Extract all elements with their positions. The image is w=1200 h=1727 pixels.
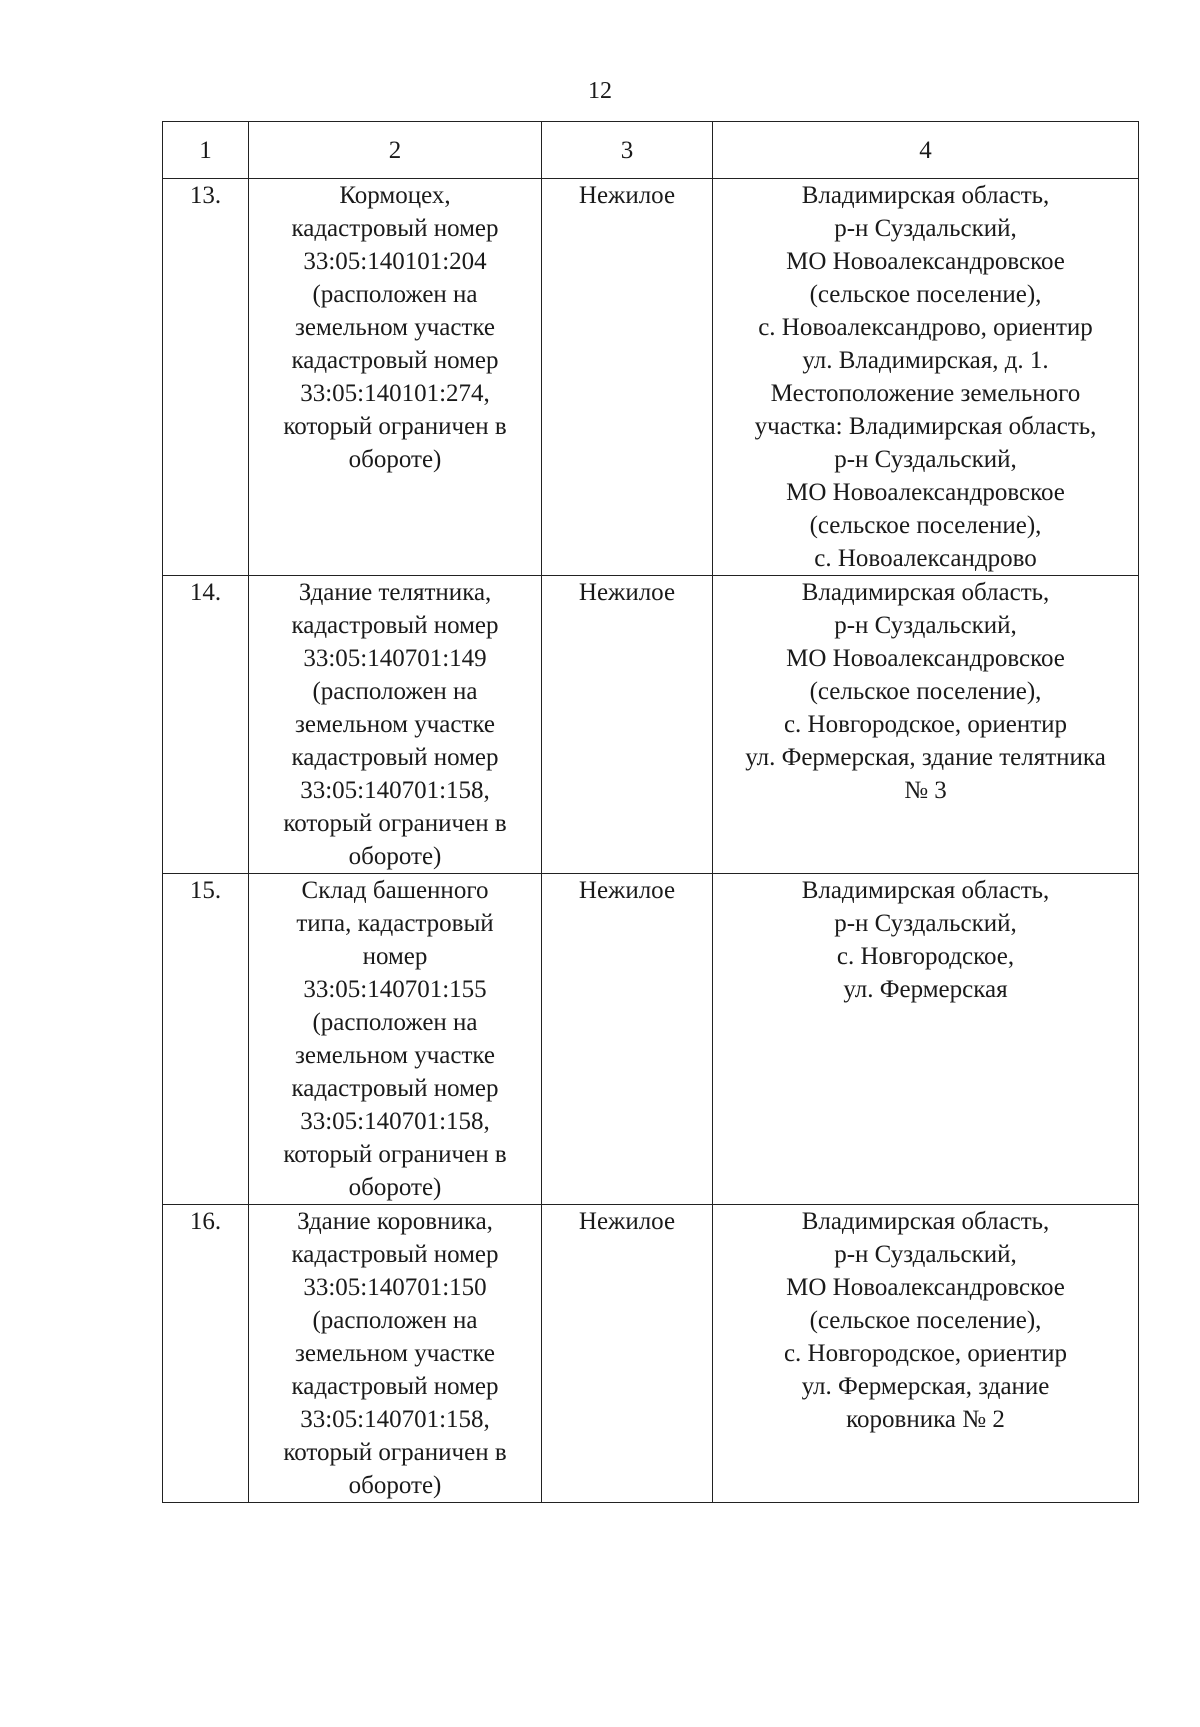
header-row <box>163 122 1139 179</box>
address-line: с. Новоалександрово, ориентир <box>758 314 1093 341</box>
row-number: 16. <box>163 1205 249 1503</box>
address-line: Владимирская область, <box>801 1208 1050 1235</box>
table-body <box>163 179 1139 1503</box>
object-name-line: Склад башенного <box>301 877 489 904</box>
page-number: 12 <box>588 78 612 104</box>
row-number: 14. <box>163 576 249 874</box>
address-line: р-н Суздальский, <box>834 910 1017 937</box>
address-line: МО Новоалександровское <box>786 479 1065 506</box>
object-name-line: обороте) <box>348 843 442 870</box>
address-line: с. Новгородское, <box>836 943 1015 970</box>
table-row <box>163 874 1139 1205</box>
object-name-line: кадастровый номер <box>291 1373 499 1400</box>
address-line: ул. Владимирская, д. 1. <box>802 347 1049 374</box>
object-name-line: номер <box>362 943 428 970</box>
address-line: (сельское поселение), <box>809 512 1042 539</box>
object-name <box>249 1205 542 1503</box>
object-kind: Нежилое <box>542 576 713 874</box>
object-name-line: 33:05:140701:158, <box>300 1108 490 1135</box>
object-kind: Нежилое <box>542 179 713 576</box>
address-line: (сельское поселение), <box>809 1307 1042 1334</box>
address-line: ул. Фермерская, здание <box>801 1373 1050 1400</box>
object-name-line: Здание телятника, <box>298 579 492 606</box>
header-col-1: 1 <box>163 122 249 179</box>
object-name <box>249 179 542 576</box>
address-line: № 3 <box>904 777 947 804</box>
object-name-line: 33:05:140101:274, <box>300 380 490 407</box>
table-header <box>163 122 1139 179</box>
object-name-line: земельном участке <box>294 1340 496 1367</box>
header-col-2: 2 <box>249 122 542 179</box>
address-line: (сельское поселение), <box>809 281 1042 308</box>
address-line: МО Новоалександровское <box>786 1274 1065 1301</box>
object-kind: Нежилое <box>542 1205 713 1503</box>
address-line: р-н Суздальский, <box>834 215 1017 242</box>
object-name-line: (расположен на <box>312 281 478 308</box>
object-kind: Нежилое <box>542 874 713 1205</box>
object-name-line: 33:05:140701:149 <box>303 645 487 672</box>
object-name-line: 33:05:140701:158, <box>300 777 490 804</box>
object-name-line: кадастровый номер <box>291 744 499 771</box>
address-line: с. Новгородское, ориентир <box>783 711 1068 738</box>
object-name-line: (расположен на <box>312 1009 478 1036</box>
address-line: с. Новоалександрово <box>814 545 1037 572</box>
object-name-line: который ограничен в <box>283 413 507 440</box>
address-line: р-н Суздальский, <box>834 612 1017 639</box>
object-name <box>249 576 542 874</box>
object-address <box>713 874 1139 1205</box>
object-name-line: Здание коровника, <box>297 1208 493 1235</box>
object-name-line: 33:05:140701:150 <box>303 1274 487 1301</box>
address-line: с. Новгородское, ориентир <box>783 1340 1068 1367</box>
object-name-line: который ограничен в <box>283 1141 507 1168</box>
object-name-line: который ограничен в <box>283 1439 507 1466</box>
object-name-line: земельном участке <box>294 314 496 341</box>
object-name-line: Кормоцех, <box>339 182 451 209</box>
object-name <box>249 874 542 1205</box>
object-name-line: обороте) <box>348 1472 442 1499</box>
address-line: участка: Владимирская область, <box>754 413 1097 440</box>
address-line: р-н Суздальский, <box>834 446 1017 473</box>
object-name-line: кадастровый номер <box>291 347 499 374</box>
address-line: (сельское поселение), <box>809 678 1042 705</box>
object-address <box>713 1205 1139 1503</box>
object-name-line: 33:05:140701:155 <box>303 976 487 1003</box>
address-line: МО Новоалександровское <box>786 645 1065 672</box>
table-row <box>163 179 1139 576</box>
address-line: коровника № 2 <box>846 1406 1005 1433</box>
row-number: 13. <box>163 179 249 576</box>
address-line: МО Новоалександровское <box>786 248 1065 275</box>
address-line: Владимирская область, <box>801 877 1050 904</box>
address-line: Владимирская область, <box>801 182 1050 209</box>
table-row <box>163 1205 1139 1503</box>
object-name-line: типа, кадастровый <box>296 910 494 937</box>
address-line: ул. Фермерская, здание телятника <box>745 744 1106 771</box>
object-name-line: кадастровый номер <box>291 1241 499 1268</box>
object-address <box>713 576 1139 874</box>
object-name-line: который ограничен в <box>283 810 507 837</box>
address-line: р-н Суздальский, <box>834 1241 1017 1268</box>
object-name-line: кадастровый номер <box>291 215 499 242</box>
object-name-line: (расположен на <box>312 1307 478 1334</box>
address-line: ул. Фермерская <box>843 976 1008 1003</box>
object-name-line: (расположен на <box>312 678 478 705</box>
header-col-3: 3 <box>542 122 713 179</box>
property-table <box>162 121 1139 1503</box>
object-name-line: 33:05:140701:158, <box>300 1406 490 1433</box>
object-name-line: земельном участке <box>294 1042 496 1069</box>
address-line: Местоположение земельного <box>770 380 1081 407</box>
address-line: Владимирская область, <box>801 579 1050 606</box>
object-name-line: 33:05:140101:204 <box>303 248 487 275</box>
object-name-line: земельном участке <box>294 711 496 738</box>
header-col-4: 4 <box>713 122 1139 179</box>
object-name-line: кадастровый номер <box>291 1075 499 1102</box>
object-name-line: обороте) <box>348 446 442 473</box>
object-name-line: кадастровый номер <box>291 612 499 639</box>
object-address <box>713 179 1139 576</box>
table-row <box>163 576 1139 874</box>
row-number: 15. <box>163 874 249 1205</box>
object-name-line: обороте) <box>348 1174 442 1201</box>
